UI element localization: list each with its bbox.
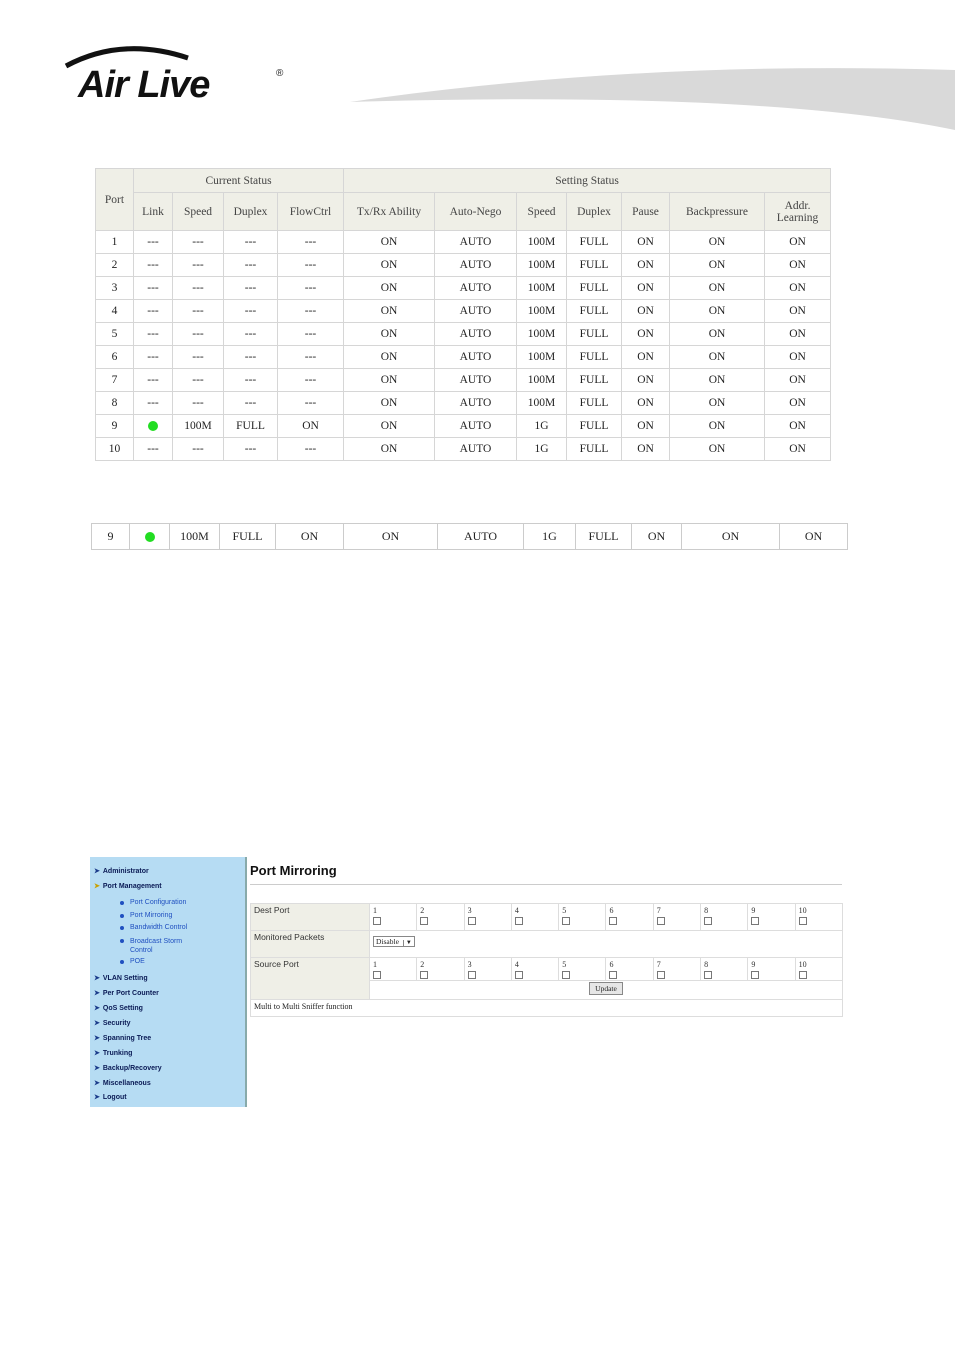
chevron-right-icon: ➤ — [94, 1065, 100, 1072]
sidebar-item-miscellaneous[interactable] — [94, 1079, 151, 1087]
cell-speed: --- — [173, 438, 224, 461]
cell-txrx: ON — [344, 254, 435, 277]
cell-nego: AUTO — [435, 415, 517, 438]
cell-bp: ON — [670, 438, 765, 461]
cell-bp: ON — [670, 392, 765, 415]
port-number: 2 — [420, 906, 425, 915]
port-number: 8 — [704, 960, 709, 969]
source-port-label: Source Port — [251, 958, 370, 1000]
column-header: Duplex — [567, 193, 622, 231]
bullet-icon — [120, 914, 124, 918]
port-number: 5 — [562, 960, 567, 969]
cell-sspeed: 100M — [517, 346, 567, 369]
source-port-checkbox[interactable] — [515, 971, 523, 979]
cell-learn: ON — [765, 231, 831, 254]
column-header: Addr. Learning — [765, 193, 831, 231]
cell-link: --- — [134, 254, 173, 277]
cell-sduplex: FULL — [567, 300, 622, 323]
cell-pause: ON — [622, 231, 670, 254]
dest-port-6 — [606, 904, 653, 931]
cell-nego: AUTO — [435, 254, 517, 277]
cell-learn: ON — [765, 300, 831, 323]
dest-port-checkbox[interactable] — [562, 917, 570, 925]
column-header: Duplex — [224, 193, 278, 231]
cell-bp: ON — [670, 323, 765, 346]
cell-nego: AUTO — [435, 300, 517, 323]
cell-bp: ON — [670, 231, 765, 254]
column-header: Speed — [173, 193, 224, 231]
cell-speed: --- — [173, 231, 224, 254]
port-number: 4 — [514, 960, 519, 969]
cell-flow: --- — [278, 346, 344, 369]
header-swoosh-graphic — [340, 60, 955, 140]
cell-flow: --- — [278, 323, 344, 346]
sidebar-subitem-broadcast-storm-control[interactable] — [130, 937, 200, 955]
port-number: 6 — [609, 960, 614, 969]
sidebar-item-administrator[interactable] — [94, 867, 149, 875]
dest-port-checkbox[interactable] — [515, 917, 523, 925]
source-port-10 — [795, 958, 842, 981]
port-number: 9 — [751, 906, 756, 915]
monitored-packets-select[interactable] — [373, 936, 415, 947]
cell-port: 5 — [96, 323, 134, 346]
cell-port: 3 — [96, 277, 134, 300]
logo-registered-mark: ® — [276, 68, 284, 79]
detail-cell: FULL — [220, 524, 276, 550]
dest-port-checkbox[interactable] — [420, 917, 428, 925]
cell-nego: AUTO — [435, 277, 517, 300]
detail-cell: 100M — [170, 524, 220, 550]
cell-pause: ON — [622, 369, 670, 392]
cell-txrx: ON — [344, 392, 435, 415]
monitored-packets-cell — [370, 931, 843, 958]
sidebar-item-label: Security — [102, 1020, 131, 1027]
sidebar-item-label: QoS Setting — [102, 1005, 143, 1012]
cell-txrx: ON — [344, 323, 435, 346]
cell-nego: AUTO — [435, 438, 517, 461]
detail-cell: ON — [344, 524, 438, 550]
sidebar-item-label: Administrator — [102, 868, 149, 875]
sidebar-item-per-port-counter[interactable] — [94, 989, 159, 997]
cell-duplex: --- — [224, 277, 278, 300]
sidebar-item-spanning-tree[interactable] — [94, 1034, 151, 1042]
cell-port: 10 — [96, 438, 134, 461]
logo-text: Air Live — [78, 64, 210, 106]
cell-sduplex: FULL — [567, 231, 622, 254]
header-current-status: Current Status — [134, 169, 344, 193]
chevron-right-icon: ➤ — [94, 1094, 100, 1101]
source-port-9 — [748, 958, 795, 981]
cell-learn: ON — [765, 323, 831, 346]
cell-sduplex: FULL — [567, 277, 622, 300]
cell-sduplex: FULL — [567, 323, 622, 346]
sniffer-function-note: Multi to Multi Sniffer function — [254, 1002, 353, 1011]
port-number: 2 — [420, 960, 425, 969]
dest-port-4 — [511, 904, 558, 931]
port-number: 5 — [562, 906, 567, 915]
header-setting-status: Setting Status — [344, 169, 831, 193]
dest-port-checkbox[interactable] — [657, 917, 665, 925]
cell-sduplex: FULL — [567, 254, 622, 277]
cell-pause: ON — [622, 346, 670, 369]
source-port-checkbox[interactable] — [751, 971, 759, 979]
cell-nego: AUTO — [435, 323, 517, 346]
link-up-icon — [148, 421, 158, 431]
port-number: 1 — [373, 960, 377, 969]
detail-cell: FULL — [576, 524, 632, 550]
port-row — [96, 438, 831, 461]
port-row — [96, 369, 831, 392]
cell-port: 4 — [96, 300, 134, 323]
cell-duplex: --- — [224, 300, 278, 323]
update-button[interactable]: Update — [589, 982, 623, 995]
cell-sduplex: FULL — [567, 392, 622, 415]
cell-duplex: --- — [224, 438, 278, 461]
port-row — [96, 300, 831, 323]
source-port-4 — [511, 958, 558, 981]
cell-pause: ON — [622, 323, 670, 346]
column-header: Pause — [622, 193, 670, 231]
cell-bp: ON — [670, 346, 765, 369]
sidebar-subitem-label: Port Configuration — [130, 899, 187, 906]
cell-learn: ON — [765, 254, 831, 277]
port-number: 3 — [467, 906, 472, 915]
cell-sspeed: 100M — [517, 369, 567, 392]
cell-link: --- — [134, 277, 173, 300]
dest-port-5 — [559, 904, 606, 931]
port-row — [96, 231, 831, 254]
dest-port-checkbox[interactable] — [373, 917, 381, 925]
cell-bp: ON — [670, 415, 765, 438]
cell-speed: --- — [173, 254, 224, 277]
cell-nego: AUTO — [435, 346, 517, 369]
dest-port-10 — [795, 904, 842, 931]
cell-bp: ON — [670, 254, 765, 277]
column-header: Speed — [517, 193, 567, 231]
cell-pause: ON — [622, 392, 670, 415]
port-number: 3 — [467, 960, 472, 969]
dest-port-label: Dest Port — [251, 904, 370, 931]
sidebar-item-label: Miscellaneous — [102, 1080, 151, 1087]
cell-duplex: --- — [224, 323, 278, 346]
port-row — [96, 323, 831, 346]
airlive-logo — [62, 44, 292, 110]
update-cell — [370, 981, 843, 1000]
cell-txrx: ON — [344, 277, 435, 300]
cell-txrx: ON — [344, 415, 435, 438]
sidebar-item-port-management[interactable] — [94, 882, 162, 890]
source-port-checkbox[interactable] — [562, 971, 570, 979]
cell-learn: ON — [765, 346, 831, 369]
cell-flow: --- — [278, 231, 344, 254]
cell-speed: 100M — [173, 415, 224, 438]
sidebar-subitem-label: Broadcast Storm Control — [130, 938, 183, 954]
cell-pause: ON — [622, 438, 670, 461]
sidebar-subitem-label: Port Mirroring — [130, 912, 173, 919]
source-port-checkbox[interactable] — [799, 971, 807, 979]
port-row — [96, 277, 831, 300]
column-header: Auto-Nego — [435, 193, 517, 231]
cell-flow: --- — [278, 277, 344, 300]
port-row — [96, 346, 831, 369]
cell-flow: --- — [278, 438, 344, 461]
detail-cell: AUTO — [438, 524, 524, 550]
chevron-right-icon: ➤ — [94, 868, 100, 875]
sidebar-item-backup-recovery[interactable] — [94, 1064, 162, 1072]
sidebar-subitem-label: POE — [130, 958, 145, 965]
port-number: 4 — [514, 906, 519, 915]
port-mirroring-screen — [90, 857, 845, 1107]
cell-bp: ON — [670, 300, 765, 323]
cell-pause: ON — [622, 254, 670, 277]
monitored-packets-label: Monitored Packets — [251, 931, 370, 958]
port-row — [96, 415, 831, 438]
port-number: 9 — [751, 960, 756, 969]
detail-cell: ON — [682, 524, 780, 550]
dest-port-3 — [464, 904, 511, 931]
sidebar-item-security[interactable] — [94, 1019, 131, 1027]
dest-port-1 — [370, 904, 417, 931]
port-row — [96, 392, 831, 415]
cell-txrx: ON — [344, 231, 435, 254]
cell-flow: --- — [278, 254, 344, 277]
bullet-icon — [120, 926, 124, 930]
chevron-down-icon: ▼ — [403, 940, 412, 946]
main-panel — [248, 857, 845, 1107]
source-port-1 — [370, 958, 417, 981]
cell-learn: ON — [765, 277, 831, 300]
source-port-7 — [653, 958, 700, 981]
dest-port-7 — [653, 904, 700, 931]
cell-link: --- — [134, 438, 173, 461]
cell-speed: --- — [173, 392, 224, 415]
cell-sspeed: 100M — [517, 392, 567, 415]
detail-cell — [130, 524, 170, 550]
cell-duplex: --- — [224, 369, 278, 392]
cell-sduplex: FULL — [567, 369, 622, 392]
sidebar-menu — [90, 857, 247, 1107]
cell-port: 7 — [96, 369, 134, 392]
detail-cell: 1G — [524, 524, 576, 550]
cell-sspeed: 1G — [517, 438, 567, 461]
mirroring-form — [250, 903, 843, 1017]
cell-port: 8 — [96, 392, 134, 415]
sidebar-item-qos-setting[interactable] — [94, 1004, 143, 1012]
source-port-5 — [559, 958, 606, 981]
chevron-right-icon: ➤ — [94, 1020, 100, 1027]
cell-link: --- — [134, 300, 173, 323]
cell-speed: --- — [173, 300, 224, 323]
cell-sspeed: 100M — [517, 323, 567, 346]
cell-sduplex: FULL — [567, 346, 622, 369]
source-port-2 — [417, 958, 464, 981]
cell-learn: ON — [765, 438, 831, 461]
source-port-checkbox[interactable] — [657, 971, 665, 979]
cell-flow: --- — [278, 300, 344, 323]
cell-sspeed: 100M — [517, 300, 567, 323]
cell-pause: ON — [622, 300, 670, 323]
chevron-down-icon: ➤ — [94, 883, 100, 890]
cell-txrx: ON — [344, 369, 435, 392]
dest-port-checkbox[interactable] — [468, 917, 476, 925]
dest-port-2 — [417, 904, 464, 931]
cell-sduplex: FULL — [567, 438, 622, 461]
chevron-right-icon: ➤ — [94, 1005, 100, 1012]
cell-port: 1 — [96, 231, 134, 254]
header-port: Port — [96, 169, 134, 231]
sidebar-subitem-port-configuration[interactable] — [130, 899, 186, 906]
source-port-checkbox[interactable] — [704, 971, 712, 979]
cell-txrx: ON — [344, 300, 435, 323]
cell-link: --- — [134, 231, 173, 254]
port-row — [96, 254, 831, 277]
port-number: 7 — [656, 906, 661, 915]
cell-link: --- — [134, 392, 173, 415]
column-header: Link — [134, 193, 173, 231]
cell-link: --- — [134, 369, 173, 392]
source-port-8 — [701, 958, 748, 981]
column-header: FlowCtrl — [278, 193, 344, 231]
cell-flow: --- — [278, 392, 344, 415]
cell-port: 9 — [96, 415, 134, 438]
select-value: Disable — [376, 937, 399, 946]
cell-sspeed: 100M — [517, 231, 567, 254]
sidebar-item-label: Trunking — [102, 1050, 133, 1057]
chevron-right-icon: ➤ — [94, 990, 100, 997]
detail-cell: 9 — [92, 524, 130, 550]
chevron-right-icon: ➤ — [94, 1050, 100, 1057]
cell-learn: ON — [765, 369, 831, 392]
port9-detail-row — [91, 523, 848, 550]
port-number: 8 — [704, 906, 709, 915]
detail-cell: ON — [780, 524, 848, 550]
cell-nego: AUTO — [435, 369, 517, 392]
sidebar-subitem-port-mirroring[interactable] — [130, 912, 172, 919]
cell-link: --- — [134, 346, 173, 369]
cell-sduplex: FULL — [567, 415, 622, 438]
chevron-right-icon: ➤ — [94, 1035, 100, 1042]
cell-learn: ON — [765, 392, 831, 415]
port-number: 1 — [373, 906, 377, 915]
cell-speed: --- — [173, 277, 224, 300]
cell-sspeed: 100M — [517, 254, 567, 277]
sidebar-item-trunking[interactable] — [94, 1049, 132, 1057]
cell-nego: AUTO — [435, 231, 517, 254]
cell-duplex: --- — [224, 254, 278, 277]
cell-duplex: --- — [224, 231, 278, 254]
source-port-checkbox[interactable] — [420, 971, 428, 979]
port-number: 7 — [656, 960, 661, 969]
sidebar-item-label: Per Port Counter — [102, 990, 159, 997]
sidebar-subitem-label: Bandwidth Control — [130, 924, 188, 931]
port-number: 10 — [798, 960, 807, 969]
dest-port-8 — [701, 904, 748, 931]
column-header: Tx/Rx Ability — [344, 193, 435, 231]
cell-nego: AUTO — [435, 392, 517, 415]
port-number: 10 — [798, 906, 807, 915]
cell-speed: --- — [173, 369, 224, 392]
link-up-icon — [145, 532, 155, 542]
bullet-icon — [120, 901, 124, 905]
dest-port-checkbox[interactable] — [609, 917, 617, 925]
dest-port-checkbox[interactable] — [799, 917, 807, 925]
cell-sspeed: 100M — [517, 277, 567, 300]
sidebar-subitem-poe[interactable] — [130, 958, 145, 965]
cell-link: --- — [134, 323, 173, 346]
cell-port: 2 — [96, 254, 134, 277]
cell-duplex: --- — [224, 346, 278, 369]
dest-port-checkbox[interactable] — [704, 917, 712, 925]
source-port-3 — [464, 958, 511, 981]
cell-flow: ON — [278, 415, 344, 438]
dest-port-9 — [748, 904, 795, 931]
column-header: Backpressure — [670, 193, 765, 231]
cell-bp: ON — [670, 277, 765, 300]
dest-port-checkbox[interactable] — [751, 917, 759, 925]
cell-pause: ON — [622, 415, 670, 438]
port-number: 6 — [609, 906, 614, 915]
cell-txrx: ON — [344, 438, 435, 461]
source-port-checkbox[interactable] — [609, 971, 617, 979]
sidebar-subitem-bandwidth-control[interactable] — [130, 924, 187, 931]
cell-flow: --- — [278, 369, 344, 392]
cell-sspeed: 1G — [517, 415, 567, 438]
cell-txrx: ON — [344, 346, 435, 369]
sidebar-item-logout[interactable] — [94, 1093, 127, 1101]
port-status-table — [95, 168, 831, 461]
chevron-right-icon: ➤ — [94, 975, 100, 982]
chevron-right-icon: ➤ — [94, 1080, 100, 1087]
detail-cell: ON — [276, 524, 344, 550]
page-title: Port Mirroring — [250, 863, 337, 878]
bullet-icon — [120, 960, 124, 964]
sidebar-item-label: Backup/Recovery — [102, 1065, 162, 1072]
detail-cell: ON — [632, 524, 682, 550]
sidebar-item-label: Logout — [102, 1094, 127, 1101]
sidebar-item-label: VLAN Setting — [102, 975, 148, 982]
source-port-6 — [606, 958, 653, 981]
cell-duplex: FULL — [224, 415, 278, 438]
cell-learn: ON — [765, 415, 831, 438]
sidebar-item-label: Port Management — [102, 883, 162, 890]
title-divider — [250, 884, 842, 885]
cell-link — [134, 415, 173, 438]
source-port-checkbox[interactable] — [468, 971, 476, 979]
cell-speed: --- — [173, 346, 224, 369]
footer-note-cell — [251, 1000, 843, 1017]
cell-pause: ON — [622, 277, 670, 300]
cell-duplex: --- — [224, 392, 278, 415]
sidebar-item-vlan-setting[interactable] — [94, 974, 148, 982]
bullet-icon — [120, 939, 124, 943]
cell-bp: ON — [670, 369, 765, 392]
cell-port: 6 — [96, 346, 134, 369]
source-port-checkbox[interactable] — [373, 971, 381, 979]
cell-speed: --- — [173, 323, 224, 346]
sidebar-item-label: Spanning Tree — [102, 1035, 152, 1042]
